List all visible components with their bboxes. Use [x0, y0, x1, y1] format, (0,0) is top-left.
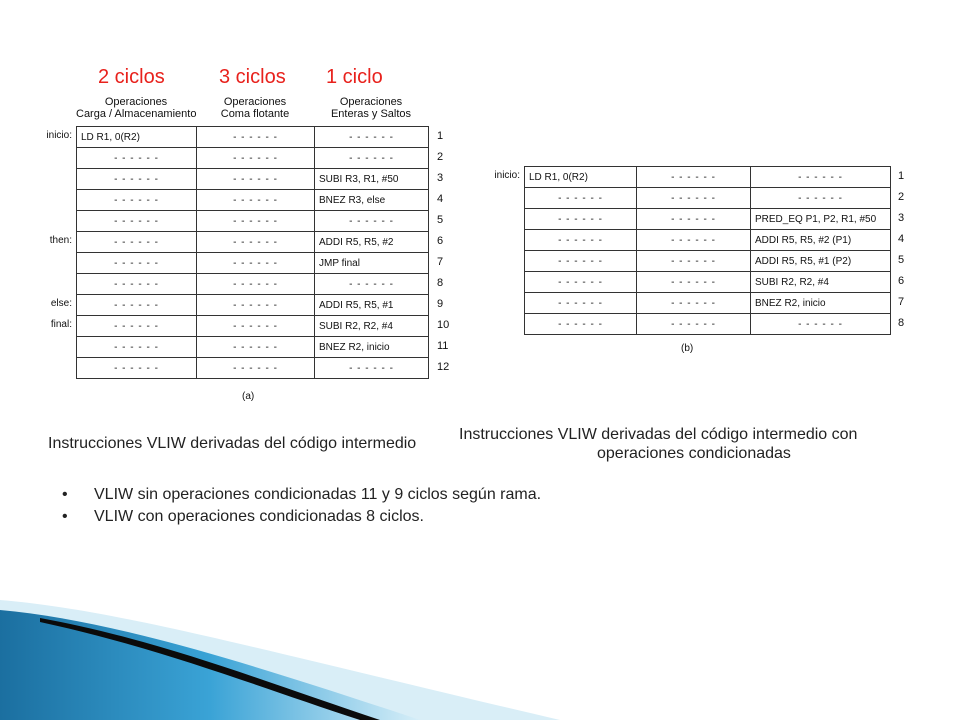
table-row: [77, 169, 429, 190]
table-cell: - - - - - -: [315, 211, 429, 232]
table-cell: - - - - - -: [197, 295, 315, 316]
bullet-text: VLIW sin operaciones condicionadas 11 y 9 ciclos según rama.: [94, 486, 542, 503]
table-cell: - - - - - -: [197, 316, 315, 337]
table-cell: - - - - - -: [637, 188, 751, 209]
table-cell: - - - - - -: [525, 230, 637, 251]
table-row: [77, 295, 429, 316]
row-number: 5: [898, 254, 905, 266]
table-cell: - - - - - -: [77, 211, 197, 232]
table-row: [525, 293, 891, 314]
table-cell: - - - - - -: [197, 232, 315, 253]
table-cell: - - - - - -: [77, 253, 197, 274]
table-cell: - - - - - -: [637, 293, 751, 314]
table-cell: - - - - - -: [197, 274, 315, 295]
row-label: else:: [50, 298, 72, 309]
table-cell: - - - - - -: [77, 232, 197, 253]
table-row: [525, 272, 891, 293]
decorative-swoosh: [0, 600, 600, 720]
table-cell: - - - - - -: [77, 169, 197, 190]
table-row: [77, 148, 429, 169]
table-cell: - - - - - -: [751, 167, 891, 188]
column-header-line: Carga / Almacenamiento: [76, 108, 197, 120]
vliw-table-a: [76, 126, 429, 379]
caption-b-line2: operaciones condicionadas: [597, 445, 791, 462]
table-row: [77, 253, 429, 274]
table-cell: - - - - - -: [315, 148, 429, 169]
table-cell: BNEZ R2, inicio: [315, 337, 429, 358]
column-header-load-store: [76, 96, 196, 120]
table-row: [77, 127, 429, 148]
table-cell: - - - - - -: [197, 358, 315, 379]
table-row: [525, 188, 891, 209]
table-row: [525, 251, 891, 272]
row-label: inicio:: [46, 130, 72, 141]
table-cell: - - - - - -: [77, 148, 197, 169]
row-number: 8: [898, 317, 905, 329]
table-cell: - - - - - -: [77, 190, 197, 211]
row-number: 6: [898, 275, 905, 287]
table-cell: - - - - - -: [525, 272, 637, 293]
table-cell: - - - - - -: [637, 272, 751, 293]
table-cell: - - - - - -: [637, 209, 751, 230]
cycles-label-float: 3 ciclos: [219, 66, 286, 88]
summary-bullet-list: [62, 484, 541, 528]
row-number: 8: [437, 277, 444, 289]
table-cell: LD R1, 0(R2): [77, 127, 197, 148]
table-cell: - - - - - -: [637, 251, 751, 272]
bullet-item: [62, 506, 541, 528]
table-cell: BNEZ R3, else: [315, 190, 429, 211]
table-cell: PRED_EQ P1, P2, R1, #50: [751, 209, 891, 230]
column-header-line: Operaciones: [104, 96, 168, 108]
table-cell: - - - - - -: [315, 127, 429, 148]
table-cell: - - - - - -: [77, 358, 197, 379]
bullet-text: VLIW con operaciones condicionadas 8 ciclos.: [94, 508, 424, 525]
table-row: [77, 337, 429, 358]
figure-label-b: (b): [681, 343, 694, 354]
table-cell: - - - - - -: [637, 230, 751, 251]
table-cell: - - - - - -: [197, 127, 315, 148]
table-cell: - - - - - -: [751, 314, 891, 335]
column-header-line: Operaciones: [339, 96, 403, 108]
table-cell: BNEZ R2, inicio: [751, 293, 891, 314]
table-cell: - - - - - -: [525, 293, 637, 314]
table-cell: - - - - - -: [751, 188, 891, 209]
table-cell: ADDI R5, R5, #2 (P1): [751, 230, 891, 251]
table-cell: ADDI R5, R5, #1: [315, 295, 429, 316]
row-label: inicio:: [494, 170, 520, 181]
table-cell: - - - - - -: [77, 337, 197, 358]
row-number: 2: [437, 151, 444, 163]
table-cell: - - - - - -: [197, 211, 315, 232]
table-cell: - - - - - -: [525, 209, 637, 230]
row-number: 4: [437, 193, 444, 205]
row-number: 7: [437, 256, 444, 268]
row-number: 6: [437, 235, 444, 247]
row-number: 2: [898, 191, 905, 203]
row-number: 12: [437, 361, 450, 373]
table-row: [525, 314, 891, 335]
row-label: then:: [49, 235, 72, 246]
table-cell: - - - - - -: [197, 337, 315, 358]
table-cell: JMP final: [315, 253, 429, 274]
table-cell: LD R1, 0(R2): [525, 167, 637, 188]
table-cell: - - - - - -: [525, 188, 637, 209]
row-number: 9: [437, 298, 444, 310]
vliw-table-b: [524, 166, 891, 335]
row-number: 1: [437, 130, 444, 142]
bullet-item: [62, 484, 541, 506]
table-cell: - - - - - -: [197, 253, 315, 274]
figure-label-a: (a): [242, 391, 255, 402]
table-row: [77, 232, 429, 253]
row-number: 7: [898, 296, 905, 308]
bullet-dot-icon: •: [62, 486, 68, 503]
table-row: [77, 358, 429, 379]
table-row: [525, 209, 891, 230]
table-cell: - - - - - -: [197, 148, 315, 169]
table-cell: - - - - - -: [197, 190, 315, 211]
table-cell: - - - - - -: [525, 251, 637, 272]
row-number: 1: [898, 170, 905, 182]
table-row: [525, 167, 891, 188]
cycles-label-load-store: 2 ciclos: [98, 66, 165, 88]
row-number: 3: [437, 172, 444, 184]
table-row: [77, 274, 429, 295]
table-cell: - - - - - -: [525, 314, 637, 335]
table-cell: ADDI R5, R5, #1 (P2): [751, 251, 891, 272]
table-cell: - - - - - -: [315, 358, 429, 379]
row-label: final:: [50, 319, 72, 330]
column-header-line: Operaciones: [223, 96, 287, 108]
table-cell: - - - - - -: [77, 316, 197, 337]
column-header-integer: [314, 96, 428, 120]
bullet-dot-icon: •: [62, 508, 68, 525]
table-row: [77, 211, 429, 232]
row-number: 5: [437, 214, 444, 226]
table-cell: - - - - - -: [315, 274, 429, 295]
row-number: 3: [898, 212, 905, 224]
table-cell: SUBI R2, R2, #4: [315, 316, 429, 337]
column-header-line: Coma flotante: [220, 108, 290, 120]
table-cell: - - - - - -: [637, 314, 751, 335]
table-cell: SUBI R3, R1, #50: [315, 169, 429, 190]
table-row: [77, 316, 429, 337]
column-header-float: [196, 96, 314, 120]
table-row: [77, 190, 429, 211]
table-cell: ADDI R5, R5, #2: [315, 232, 429, 253]
row-number: 11: [437, 340, 449, 352]
row-number: 4: [898, 233, 905, 245]
table-row: [525, 230, 891, 251]
row-number: 10: [437, 319, 450, 331]
caption-a: Instrucciones VLIW derivadas del código intermedio: [48, 435, 417, 452]
table-cell: - - - - - -: [197, 169, 315, 190]
cycles-label-integer: 1 ciclo: [326, 66, 383, 88]
column-header-line: Enteras y Saltos: [330, 108, 412, 120]
caption-b-line1: Instrucciones VLIW derivadas del código intermedio con: [459, 426, 858, 443]
table-cell: SUBI R2, R2, #4: [751, 272, 891, 293]
table-cell: - - - - - -: [77, 295, 197, 316]
table-cell: - - - - - -: [77, 274, 197, 295]
table-cell: - - - - - -: [637, 167, 751, 188]
